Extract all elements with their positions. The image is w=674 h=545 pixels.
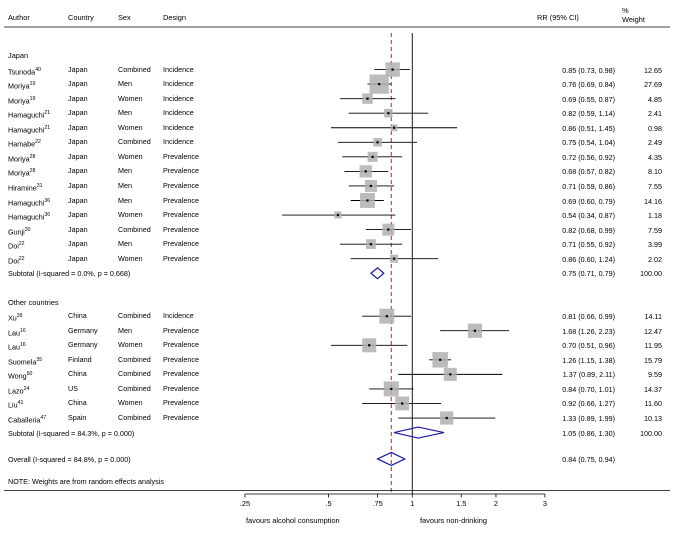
row-author: Doi$^{22}$: [8, 255, 25, 266]
row-design: Prevalence: [163, 354, 199, 364]
row-rr: 0.69 (0.55, 0.87): [562, 94, 615, 104]
row-weight: 2.49: [648, 138, 662, 148]
row-author: Moriya$^{28}$: [8, 153, 36, 164]
row-rr: 0.71 (0.55, 0.92): [562, 240, 615, 250]
row-country: Japan: [68, 122, 88, 132]
row-country: Japan: [68, 108, 88, 118]
row-design: Prevalence: [163, 210, 199, 220]
group-heading-other-countries: Other countries: [8, 297, 59, 307]
row-sex: Men: [118, 195, 132, 205]
row-design: Incidence: [163, 311, 194, 321]
row-country: China: [68, 369, 87, 379]
row-design: Incidence: [163, 93, 194, 103]
subtotal-rr: 0.75 (0.71, 0.79): [562, 269, 615, 279]
axis-label-favours-alcohol: favours alcohol consumption: [246, 516, 340, 525]
row-rr: 1.68 (1.26, 2.23): [562, 326, 615, 336]
row-design: Incidence: [163, 64, 194, 74]
row-country: Germany: [68, 340, 98, 350]
row-weight: 4.85: [648, 94, 662, 104]
row-weight: 12.65: [644, 65, 662, 75]
row-weight: 7.59: [648, 225, 662, 235]
row-country: Spain: [68, 413, 87, 423]
row-sex: Men: [118, 239, 132, 249]
row-weight: 14.16: [644, 196, 662, 206]
row-design: Prevalence: [163, 239, 199, 249]
row-weight: 12.47: [644, 326, 662, 336]
row-country: Japan: [68, 210, 88, 220]
column-header-rr: RR (95% CI): [537, 13, 579, 22]
overall-label: Overall (I-squared = 84.8%, p = 0.000): [8, 454, 131, 464]
row-country: Japan: [68, 93, 88, 103]
row-weight: 9.59: [648, 370, 662, 380]
subtotal-label: Subtotal (I-squared = 84.3%, p = 0.000): [8, 428, 135, 438]
row-author: Hamabe$^{22}$: [8, 139, 41, 149]
x-axis-tick-label: 3: [542, 499, 547, 508]
row-design: Prevalence: [163, 224, 199, 234]
row-rr: 0.82 (0.59, 1.14): [562, 109, 615, 119]
row-weight: 11.95: [644, 341, 662, 351]
row-author: Doi$^{22}$: [8, 241, 25, 251]
row-author: Hamaguchi$^{21}$: [8, 110, 51, 120]
row-sex: Women: [118, 253, 143, 263]
row-country: Japan: [68, 166, 88, 176]
row-author: Lazo$^{24}$: [8, 385, 30, 396]
row-design: Incidence: [163, 108, 194, 118]
row-design: Prevalence: [163, 325, 199, 335]
row-weight: 0.98: [648, 123, 662, 133]
row-rr: 1.37 (0.89, 2.11): [562, 370, 615, 380]
row-sex: Men: [118, 79, 132, 89]
row-author: Lau$^{16}$: [8, 327, 26, 338]
x-axis-tick-label: 1.5: [456, 499, 467, 508]
row-design: Prevalence: [163, 340, 199, 350]
row-country: Japan: [68, 239, 88, 249]
row-weight: 27.69: [644, 80, 662, 90]
row-design: Prevalence: [163, 398, 199, 408]
row-weight: 2.02: [648, 254, 662, 264]
row-rr: 0.86 (0.60, 1.24): [562, 254, 615, 264]
row-author: Hamaguchi$^{36}$: [8, 212, 51, 222]
subtotal-weight: 100.00: [640, 428, 662, 438]
row-weight: 14.11: [644, 312, 662, 322]
row-country: Japan: [68, 180, 88, 190]
row-design: Incidence: [163, 137, 194, 147]
row-author: Moriya$^{19}$: [8, 81, 36, 91]
row-sex: Combined: [118, 137, 151, 147]
row-rr: 0.72 (0.56, 0.92): [562, 152, 615, 162]
row-author: Moriya$^{19}$: [8, 95, 36, 106]
overall-rr: 0.84 (0.75, 0.94): [562, 454, 615, 464]
column-header-author: Author: [8, 13, 30, 22]
column-header-country: Country: [68, 13, 94, 22]
row-country: Japan: [68, 79, 88, 89]
row-country: Finland: [68, 354, 92, 364]
row-country: Japan: [68, 253, 88, 263]
row-country: Japan: [68, 137, 88, 147]
row-design: Incidence: [163, 122, 194, 132]
row-rr: 0.69 (0.60, 0.79): [562, 196, 615, 206]
column-header-weight: Weight: [622, 15, 645, 24]
row-sex: Women: [118, 340, 143, 350]
column-header-weight-pct: %: [622, 6, 629, 15]
row-design: Prevalence: [163, 369, 199, 379]
row-sex: Men: [118, 166, 132, 176]
row-sex: Combined: [118, 311, 151, 321]
row-author: Liu$^{41}$: [8, 400, 24, 410]
row-country: Japan: [68, 195, 88, 205]
row-sex: Combined: [118, 224, 151, 234]
row-design: Prevalence: [163, 180, 199, 190]
row-author: Hiramine$^{31}$: [8, 182, 43, 193]
row-sex: Combined: [118, 354, 151, 364]
row-rr: 0.71 (0.59, 0.86): [562, 181, 615, 191]
row-author: Suomela$^{35}$: [8, 356, 43, 367]
row-country: Germany: [68, 325, 98, 335]
row-country: Japan: [68, 224, 88, 234]
column-header-sex: Sex: [118, 13, 131, 22]
x-axis-tick-label: 1: [410, 499, 415, 508]
row-sex: Women: [118, 210, 143, 220]
row-author: Lau$^{16}$: [8, 342, 26, 352]
column-header-design: Design: [163, 13, 187, 22]
row-weight: 4.35: [648, 152, 662, 162]
row-rr: 0.92 (0.66, 1.27): [562, 399, 615, 409]
row-country: China: [68, 311, 87, 321]
axis-label-favours-non-drinking: favours non-drinking: [420, 516, 487, 525]
row-sex: Women: [118, 151, 143, 161]
row-rr: 1.33 (0.89, 1.99): [562, 414, 615, 424]
x-axis-tick-label: 2: [493, 499, 498, 508]
row-sex: Combined: [118, 383, 151, 393]
row-rr: 0.54 (0.34, 0.87): [562, 211, 615, 221]
row-weight: 15.79: [644, 355, 662, 365]
row-author: Gunji$^{30}$: [8, 226, 31, 236]
row-author: Caballeria$^{47}$: [8, 415, 47, 425]
row-weight: 1.18: [648, 211, 662, 221]
row-sex: Combined: [118, 369, 151, 379]
row-sex: Men: [118, 325, 132, 335]
row-design: Prevalence: [163, 166, 199, 176]
row-sex: Combined: [118, 413, 151, 423]
row-author: Moriya$^{28}$: [8, 168, 36, 178]
row-author: Hamaguchi$^{36}$: [8, 197, 51, 207]
row-design: Prevalence: [163, 253, 199, 263]
row-weight: 14.37: [644, 384, 662, 394]
row-rr: 0.82 (0.68, 0.99): [562, 225, 615, 235]
row-rr: 0.70 (0.51, 0.96): [562, 341, 615, 351]
row-sex: Women: [118, 93, 143, 103]
row-rr: 1.26 (1.15, 1.38): [562, 355, 615, 365]
subtotal-rr: 1.05 (0.86, 1.30): [562, 428, 615, 438]
subtotal-weight: 100.00: [640, 269, 662, 279]
row-rr: 0.85 (0.73, 0.98): [562, 65, 615, 75]
row-rr: 0.75 (0.54, 1.04): [562, 138, 615, 148]
row-country: Japan: [68, 151, 88, 161]
row-rr: 0.84 (0.70, 1.01): [562, 384, 615, 394]
row-sex: Combined: [118, 64, 151, 74]
row-weight: 7.55: [648, 181, 662, 191]
row-design: Incidence: [163, 79, 194, 89]
row-sex: Women: [118, 398, 143, 408]
row-rr: 0.81 (0.66, 0.99): [562, 312, 615, 322]
row-weight: 11.60: [644, 399, 662, 409]
row-design: Prevalence: [163, 413, 199, 423]
row-design: Prevalence: [163, 151, 199, 161]
row-rr: 0.68 (0.57, 0.82): [562, 167, 615, 177]
row-author: Wong$^{60}$: [8, 371, 33, 381]
row-author: Hamaguchi$^{21}$: [8, 124, 51, 135]
row-author: Xu$^{39}$: [8, 313, 23, 323]
row-country: US: [68, 383, 78, 393]
row-weight: 3.99: [648, 240, 662, 250]
row-rr: 0.76 (0.69, 0.84): [562, 80, 615, 90]
row-author: Tsunoda$^{40}$: [8, 66, 41, 76]
row-design: Prevalence: [163, 383, 199, 393]
group-heading-japan: Japan: [8, 51, 29, 60]
row-sex: Men: [118, 108, 132, 118]
row-weight: 8.10: [648, 167, 662, 177]
row-rr: 0.86 (0.51, 1.45): [562, 123, 615, 133]
row-country: China: [68, 398, 87, 408]
x-axis-tick-label: .25: [239, 499, 251, 508]
row-country: Japan: [68, 64, 88, 74]
row-design: Prevalence: [163, 195, 199, 205]
row-weight: 2.41: [648, 109, 662, 119]
row-sex: Women: [118, 122, 143, 132]
footer-note: NOTE: Weights are from random effects analysis: [8, 477, 164, 487]
subtotal-label: Subtotal (I-squared = 0.0%, p = 0.668): [8, 269, 131, 279]
x-axis-tick-label: .75: [372, 499, 383, 508]
x-axis-tick-label: .5: [325, 499, 332, 508]
row-sex: Men: [118, 180, 132, 190]
row-weight: 10.13: [644, 414, 662, 424]
